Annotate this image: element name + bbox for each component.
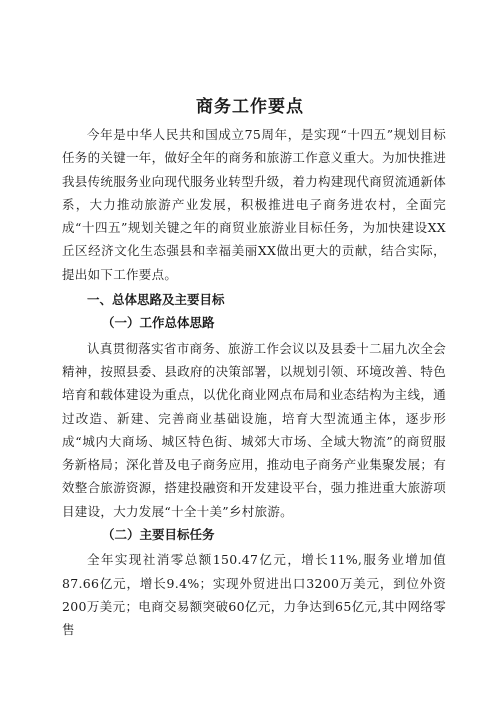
document-title: 商务工作要点 (196, 97, 304, 117)
approach-paragraph: 认真贯彻落实省市商务、旅游工作会议以及县委十二届九次全会精神，按照县委、县政府的决策部署，以规划引领、环境改善、特色培育和载体建设为重点，以优化商业网点布局和业态结构为主线，通过改造、新建、完善商业基础设施，培育大型流通主体，逐步形成“城内大商场、城区特色街、城郊大市场、全域大物流”的商贸服务新格局；深化普及电子商务应用，推动电子商务产业集聚发展；有效整合旅游资源，搭建投融资和开发建设平台，强力推进重大旅游项目建设，大力发展“十全十美”乡村旅游。 (62, 340, 447, 519)
section-heading-overall: 一、总体思路及主要目标 (87, 292, 225, 308)
document-body (62, 123, 446, 642)
targets-paragraph: 全年实现社消零总额150.47亿元，增长11%,服务业增加值87.66亿元，增长9.4%；实现外贸进出口3200万美元，到位外资200万美元；电商交易额突破60亿元，力争达到65亿元,其中网络零售 (62, 552, 446, 638)
subsection-heading-targets: （二）主要目标任务 (102, 527, 215, 543)
intro-paragraph: 今年是中华人民共和国成立75周年，是实现“十四五”规划目标任务的关键一年，做好全年的商务和旅游工作意义重大。为加快推进我县传统服务业向现代服务业转型升级，着力构建现代商贸流通新体系，大力推动旅游产业发展，积极推进电子商务进农村，全面完成“十四五”规划关键之年的商贸业旅游业目标任务，为加快建设XX丘区经济文化生态强县和幸福美丽XX做出更大的贡献，结合实际，提出如下工作要点。 (62, 127, 447, 282)
subsection-heading-approach: （一）工作总体思路 (102, 315, 215, 331)
